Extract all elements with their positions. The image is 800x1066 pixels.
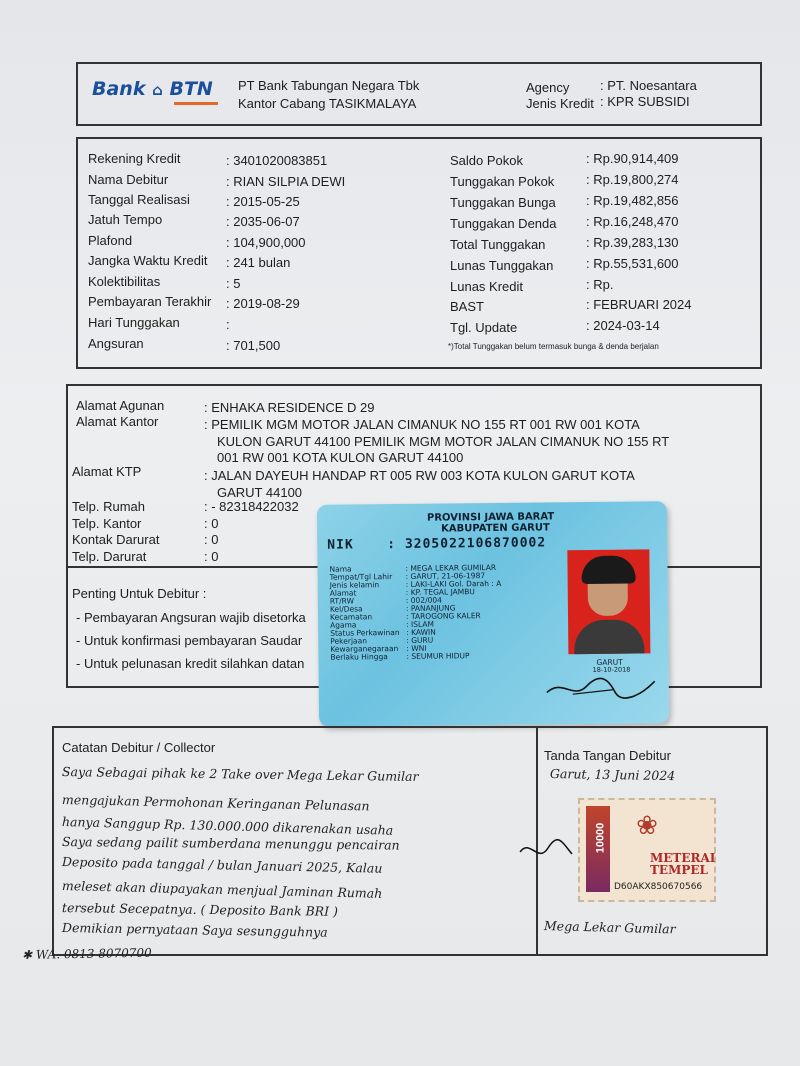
ktp-field-label: RT/RW — [329, 596, 355, 606]
ktp-field-label: Alamat — [329, 588, 357, 598]
handwritten-line: Saya sedang pailit sumberdana menunggu pencairan — [61, 834, 400, 853]
handwritten-line: mengajukan Permohonan Keringanan Pelunasan — [61, 792, 370, 814]
handwritten-line: Saya Sebagai pihak ke 2 Take over Mega Lekar Gumilar — [61, 764, 419, 784]
penting-item-3: - Untuk pelunasan kredit silahkan datan — [76, 656, 305, 671]
account-value: : Rp.16,248,470 — [586, 214, 679, 229]
ktp-field-value: : KP. TEGAL JAMBU — [405, 587, 475, 597]
account-value: : 241 bulan — [226, 255, 291, 270]
garuda-emblem-icon: ❀ — [636, 810, 658, 840]
account-label: Rekening Kredit — [88, 151, 181, 166]
phone-label: Telp. Kantor — [72, 516, 142, 531]
account-value: : 5 — [226, 276, 241, 291]
account-value: : Rp.19,482,856 — [586, 193, 679, 208]
handwritten-line: tersebut Secepatnya. ( Deposito Bank BRI ) — [61, 900, 339, 919]
debtor-signature — [516, 836, 576, 866]
alamat-kantor-line-1: : PEMILIK MGM MOTOR JALAN CIMANUK NO 155 RT 001 RW 001 KOTA — [204, 417, 640, 432]
penting-item-2: - Untuk konfirmasi pembayaran Saudar — [76, 633, 303, 648]
account-label: Total Tunggakan — [450, 237, 546, 252]
account-label: Kolektibilitas — [88, 274, 161, 289]
account-value: : FEBRUARI 2024 — [586, 297, 692, 312]
stamp-denomination: 10000 — [594, 822, 607, 854]
handwritten-line: Demikian pernyataan Saya sesungguhnya — [61, 920, 328, 940]
account-label: Tgl. Update — [450, 320, 518, 335]
account-value: : 3401020083851 — [226, 153, 328, 168]
alamat-ktp-line-1: : JALAN DAYEUH HANDAP RT 005 RW 003 KOTA KULON GARUT KOTA — [204, 468, 635, 483]
account-label: Tunggakan Denda — [450, 216, 557, 231]
agency-value: : PT. Noesantara — [600, 78, 697, 93]
alamat-kantor-label: Alamat Kantor — [76, 414, 159, 429]
phone-label: Kontak Darurat — [72, 532, 160, 547]
account-label: Angsuran — [88, 336, 144, 351]
account-value: : 701,500 — [226, 338, 281, 353]
account-value: : 2035-06-07 — [226, 214, 300, 229]
bank-btn-logo: Bank ⌂ BTN — [92, 78, 213, 100]
ktp-regency: KABUPATEN GARUT — [441, 522, 550, 535]
ktp-field-value: : LAKI-LAKI Gol. Darah : A — [405, 578, 502, 589]
ktp-signature — [543, 671, 663, 704]
account-label: Pembayaran Terakhir — [88, 294, 212, 309]
ktp-field-value: : MEGA LEKAR GUMILAR — [405, 562, 497, 573]
account-value: : RIAN SILPIA DEWI — [226, 174, 346, 189]
account-value: : 2019-08-29 — [226, 296, 300, 311]
account-value: : Rp.55,531,600 — [586, 256, 679, 271]
phone-value: : 0 — [204, 532, 219, 547]
branch-name: Kantor Cabang TASIKMALAYA — [238, 96, 417, 111]
phone-value: : - 82318422032 — [204, 499, 299, 514]
alamat-agunan-label: Alamat Agunan — [76, 398, 165, 413]
jenis-kredit-label: Jenis Kredit — [526, 96, 594, 111]
account-label: BAST — [450, 299, 484, 314]
account-label: Hari Tunggakan — [88, 315, 180, 330]
ktp-field-value: : WNI — [406, 643, 427, 653]
logo-accent-bar — [174, 102, 218, 105]
ktp-field-label: Agama — [330, 620, 357, 630]
account-value: : Rp.39,283,130 — [586, 235, 679, 250]
phone-label: Telp. Darurat — [72, 549, 147, 564]
ktp-field-label: Status Perkawinan — [330, 627, 400, 638]
ktp-nik-label: NIK — [327, 537, 354, 553]
ktp-photo — [567, 549, 650, 654]
handwritten-line: hanya Sanggup Rp. 130.000.000 dikarenakan usaha — [61, 814, 394, 838]
account-label: Saldo Pokok — [450, 153, 523, 168]
alamat-kantor-line-2: KULON GARUT 44100 PEMILIK MGM MOTOR JALAN CIMANUK NO 155 RT — [217, 434, 670, 449]
account-label: Lunas Kredit — [450, 279, 523, 294]
ktp-issue-place: GARUT — [596, 657, 623, 667]
account-value: : 2015-05-25 — [226, 194, 300, 209]
phone-value: : 0 — [204, 549, 219, 564]
account-label: Nama Debitur — [88, 172, 169, 187]
sign-name: Mega Lekar Gumilar — [543, 918, 676, 937]
account-value: : Rp.90,914,409 — [586, 151, 679, 166]
notes-title: Catatan Debitur / Collector — [62, 740, 216, 755]
account-value: : — [226, 317, 230, 332]
account-value: : Rp. — [586, 277, 614, 292]
ktp-field-label: Berlaku Hingga — [330, 652, 388, 662]
ktp-field-label: Kewarganegaraan — [330, 643, 399, 654]
account-label: Jatuh Tempo — [88, 212, 163, 227]
ktp-field-value: : 002/004 — [405, 595, 442, 605]
account-value: : 2024-03-14 — [586, 318, 660, 333]
handwritten-line: meleset akan diupayakan menjual Jaminan Rumah — [61, 878, 383, 901]
footnote: *)Total Tunggakan belum termasuk bunga & denda berjalan — [448, 342, 659, 351]
agency-label: Agency — [526, 80, 570, 95]
meterai-stamp — [578, 798, 716, 902]
account-value: : Rp.19,800,274 — [586, 172, 679, 187]
ktp-field-label: Kel/Desa — [329, 604, 363, 614]
ktp-field-value: : SEUMUR HIDUP — [406, 651, 470, 661]
penting-item-1: - Pembayaran Angsuran wajib disetorka — [76, 610, 306, 625]
account-info-box — [76, 137, 762, 369]
ktp-field-value: : KAWIN — [406, 627, 436, 637]
ktp-field-value: : GURU — [406, 635, 434, 645]
penting-title: Penting Untuk Debitur : — [72, 586, 207, 601]
handwritten-line: Deposito pada tanggal / bulan Januari 2025, Kalau — [61, 854, 383, 876]
ktp-id-card — [317, 501, 669, 727]
stamp-code: D60AKX850670566 — [614, 882, 703, 892]
jenis-kredit-value: : KPR SUBSIDI — [600, 94, 690, 109]
account-label: Tanggal Realisasi — [88, 192, 190, 207]
ktp-issue-date: 18-10-2018 — [592, 665, 631, 674]
account-label: Tunggakan Pokok — [450, 174, 555, 189]
ktp-province: PROVINSI JAWA BARAT — [426, 511, 555, 524]
ktp-field-value: : PANANJUNG — [405, 603, 456, 613]
sign-date: Garut, 13 Juni 2024 — [549, 766, 676, 784]
account-label: Jangka Waktu Kredit — [88, 253, 208, 268]
alamat-kantor-line-3: 001 RW 001 KOTA KULON GARUT 44100 — [217, 450, 464, 465]
account-label: Plafond — [88, 233, 133, 248]
ktp-field-value: : ISLAM — [406, 619, 434, 629]
alamat-agunan-value: : ENHAKA RESIDENCE D 29 — [204, 400, 375, 415]
ktp-field-label: Tempat/Tgl Lahir — [329, 572, 393, 582]
ktp-field-label: Kecamatan — [329, 612, 373, 622]
ktp-field-label: Nama — [329, 564, 352, 574]
account-label: Lunas Tunggakan — [450, 258, 554, 273]
phone-label: Telp. Rumah — [72, 499, 145, 514]
sign-title: Tanda Tangan Debitur — [544, 748, 671, 763]
alamat-ktp-line-2: GARUT 44100 — [217, 485, 303, 500]
ktp-field-value: : TAROGONG KALER — [405, 611, 481, 621]
account-value: : 104,900,000 — [226, 235, 306, 250]
alamat-ktp-label: Alamat KTP — [72, 464, 142, 479]
whatsapp-note: ✱ WA. 0813 8070700 — [21, 945, 152, 962]
company-name: PT Bank Tabungan Negara Tbk — [238, 78, 420, 93]
bank-header — [76, 62, 762, 126]
stamp-text: METERAI TEMPEL — [650, 851, 716, 877]
ktp-field-label: Jenis kelamin — [329, 580, 380, 590]
ktp-field-label: Pekerjaan — [330, 636, 368, 646]
account-label: Tunggakan Bunga — [450, 195, 556, 210]
ktp-nik-value: : 3205022106870002 — [387, 535, 547, 553]
phone-value: : 0 — [204, 516, 219, 531]
ktp-field-value: : GARUT, 21-06-1987 — [405, 571, 486, 581]
